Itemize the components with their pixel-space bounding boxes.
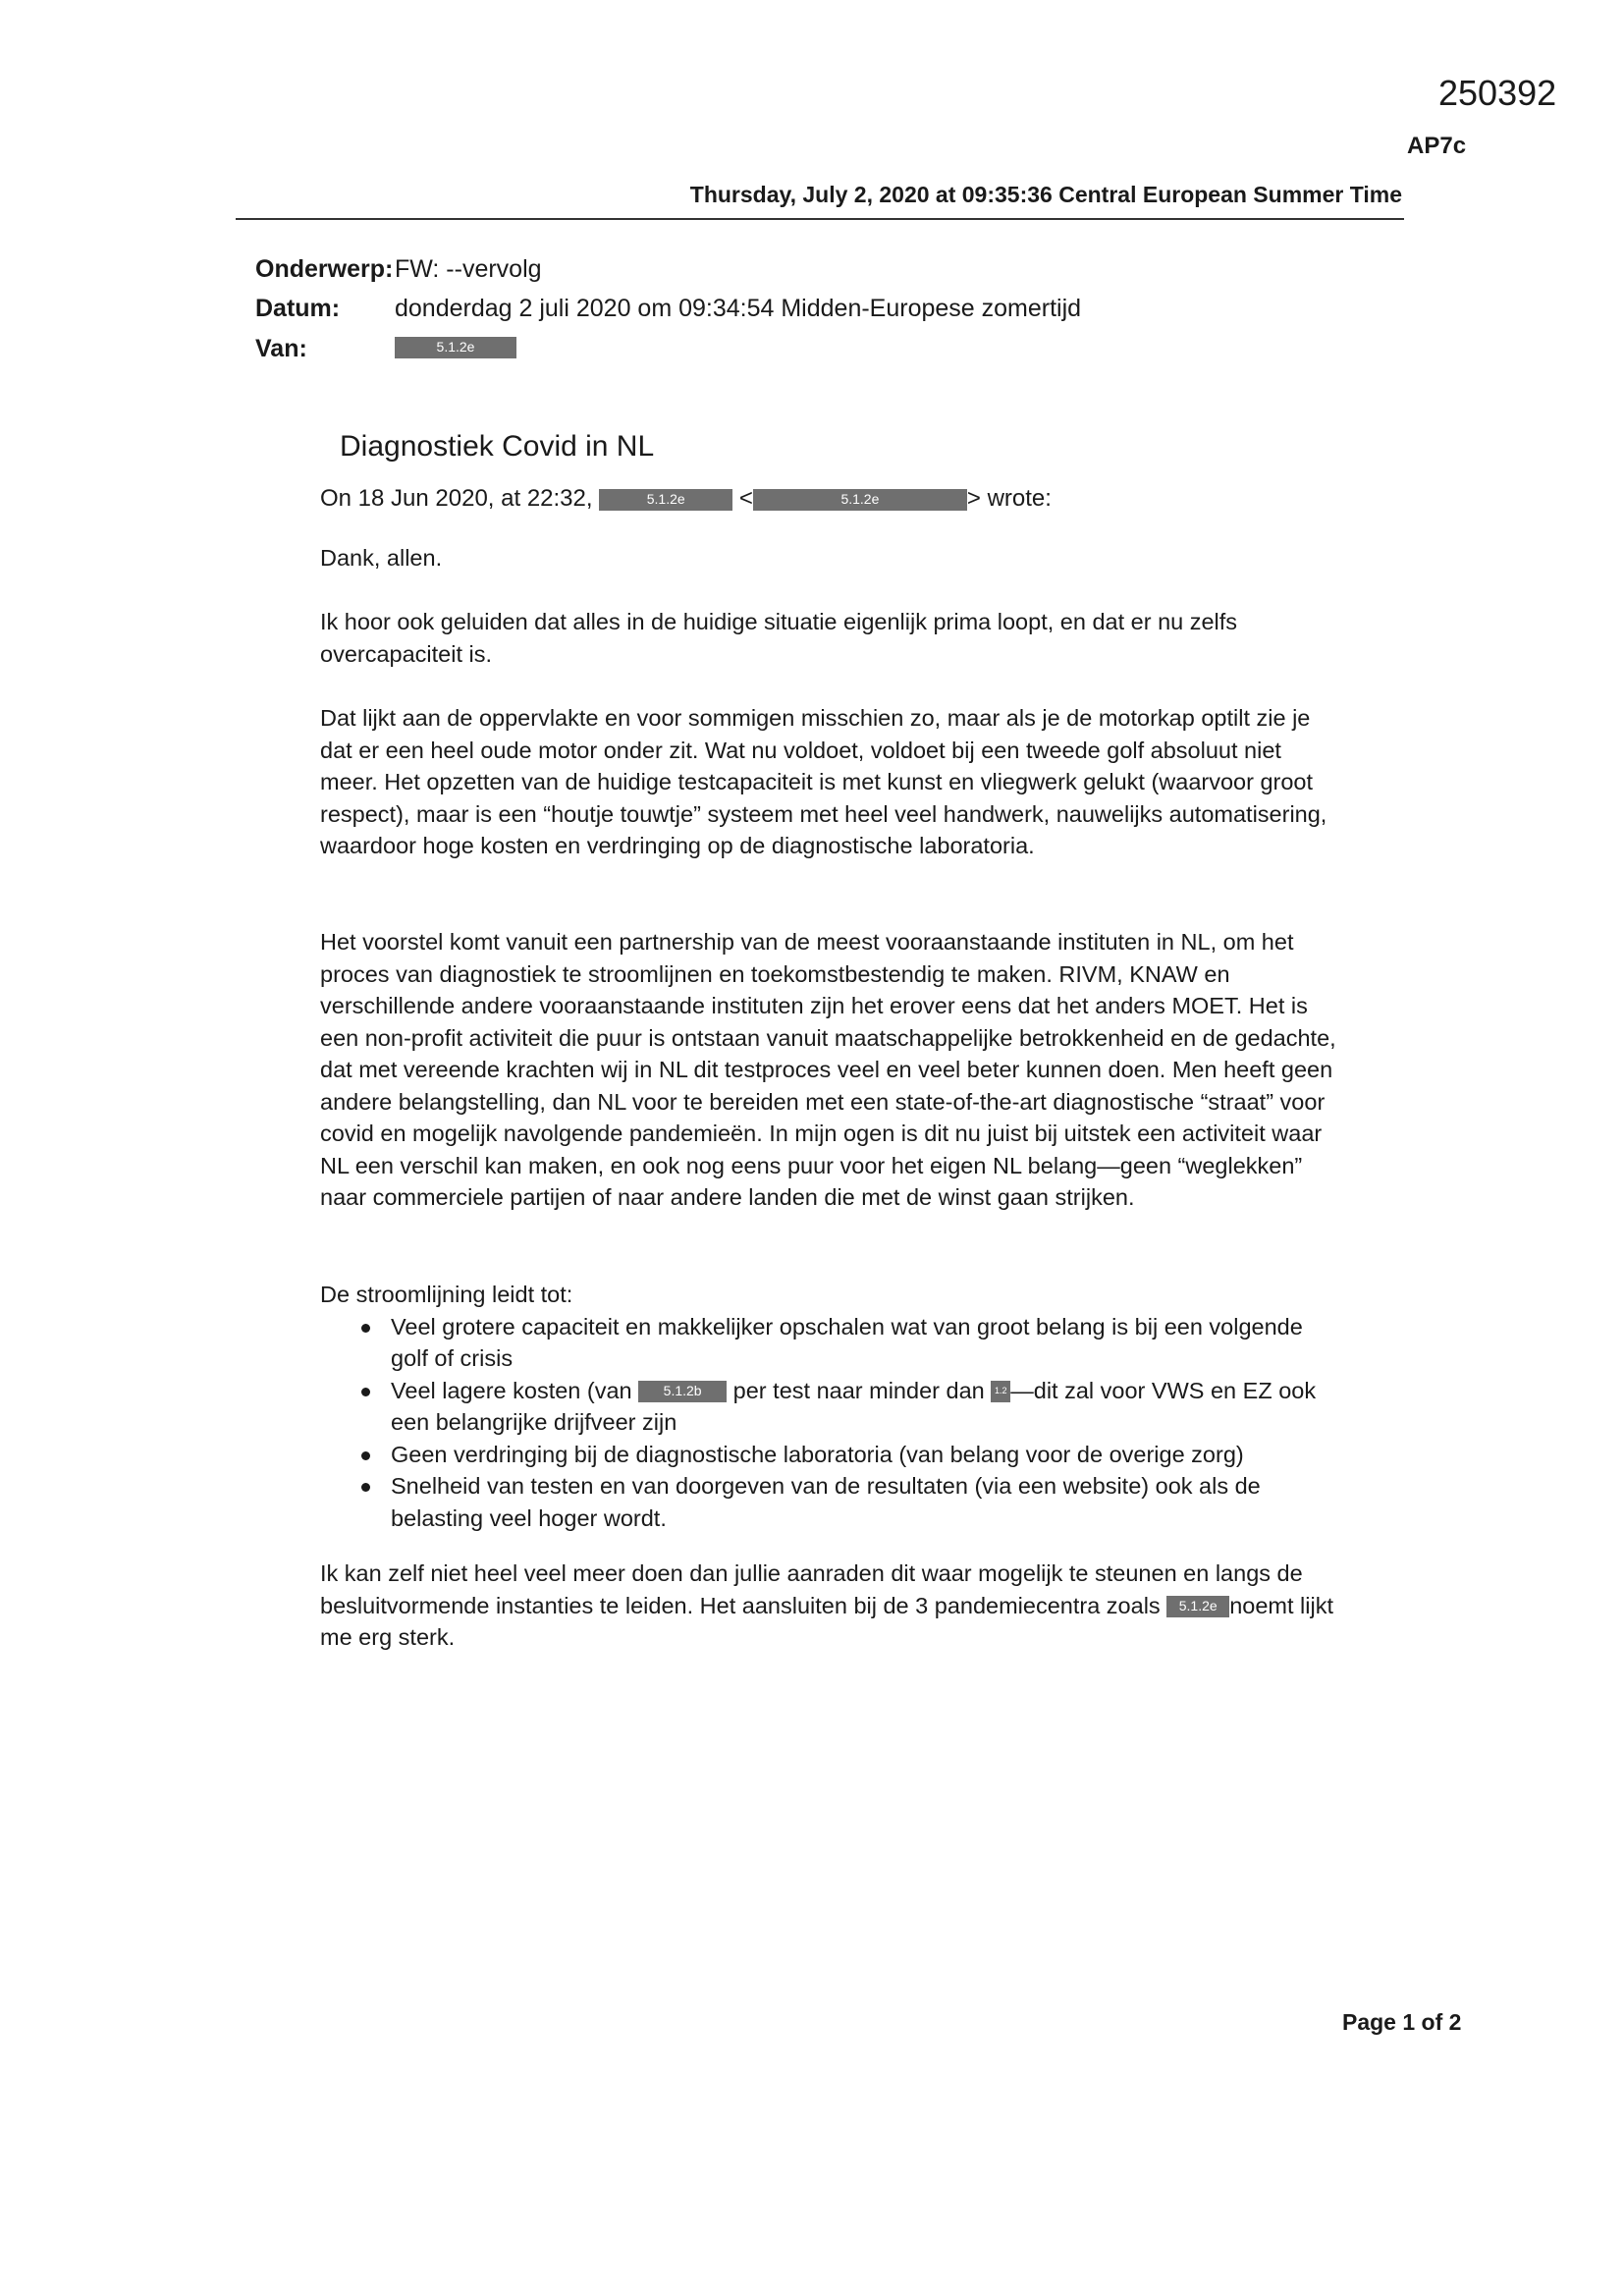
quoted-header-suffix: > wrote: [966, 485, 1052, 512]
date-value: donderdag 2 juli 2020 om 09:34:54 Midden-Europese zomertijd [395, 295, 1082, 322]
quoted-header-lt: < [738, 485, 753, 512]
page-number: Page 1 of 2 [1342, 2009, 1462, 2035]
paragraph-2: Dat lijkt aan de oppervlakte en voor sommigen misschien zo, maar als je de motorkap optilt zie je dat er een heel oude motor onder zit. Wat nu voldoet, voldoet bij een tweede golf absoluut niet meer. Het opzetten van de huidige testcapaciteit is met kunst en vliegwerk gelukt (waarvoor groot respect), maar is een “houtje touwtje” systeem met heel veel handwerk, nauwelijks automatisering, waardoor hoge kosten en verdringing op de diagnostische laboratoria. [320, 705, 1327, 858]
cost-target-redaction: 1.2 [991, 1381, 1010, 1402]
bullet-list [320, 1311, 1341, 1535]
header-divider [236, 218, 1404, 220]
bullet-costs-mid: per test naar minder dan [732, 1377, 985, 1403]
document-number: 250392 [1438, 73, 1557, 113]
list-intro: De stroomlijning leidt tot: [320, 1282, 573, 1307]
closing-end: noemt lijkt me erg sterk. [320, 1592, 1333, 1650]
header-datetime: Thursday, July 2, 2020 at 09:35:36 Central European Summer Time [689, 182, 1402, 207]
paragraph-1: Ik hoor ook geluiden dat alles in de huidige situatie eigenlijk prima loopt, en dat er nu zelfs overcapaciteit is. [320, 609, 1238, 667]
bullet-item-labs: Geen verdringing bij de diagnostische laboratoria (van belang voor de overige zorg) [320, 1439, 1341, 1471]
document-code: AP7c [1407, 133, 1467, 159]
email-subject: Diagnostiek Covid in NL [340, 430, 655, 463]
subject-value: FW: --vervolg [395, 255, 542, 283]
closing-redaction: 5.1.2e [1166, 1596, 1229, 1617]
bullet-item-capacity: Veel grotere capaciteit en makkelijker opschalen wat van groot belang is bij een volgende golf of crisis [320, 1311, 1341, 1375]
quoted-header-prefix: On 18 Jun 2020, at 22:32, [320, 485, 593, 512]
from-label: Van: [255, 335, 307, 362]
bullet-item-costs [320, 1375, 1341, 1439]
closing-text: Ik kan zelf niet heel veel meer doen dan jullie aanraden dit waar mogelijk te steunen en langs de besluitvormende instanties te leiden. Het aansluiten bij de 3 pandemiecentra zoals [320, 1560, 1303, 1618]
sender-email-redaction: 5.1.2e [753, 489, 967, 511]
paragraph-3: Het voorstel komt vanuit een partnership van de meest vooraanstaande instituten in NL, om het proces van diagnostiek te stroomlijnen en toekomstbestendig te maken. RIVM, KNAW en verschillende andere vooraanstaande instituten zijn het erover eens dat het anders MOET. Het is een non-profit activiteit die puur is ontstaan vanuit maatschappelijke betrokkenheid en de gedachte, dat met vereende krachten wij in NL dit testproces veel en veel beter kunnen doen. Men heeft geen andere belangstelling, dan NL voor te bereiden met een state-of-the-art diagnostische “straat” voor covid en mogelijk navolgende pandemieën. In mijn ogen is dit nu juist bij uitstek een activiteit waar NL een verschil kan maken, en ook nog eens puur voor het eigen NL belang—geen “weglekken” naar commerciele partijen of naar andere landen die met de winst gaan strijken. [320, 929, 1336, 1210]
greeting: Dank, allen. [320, 545, 443, 571]
cost-redaction: 5.1.2b [638, 1381, 727, 1402]
from-redaction: 5.1.2e [395, 337, 516, 358]
bullet-item-speed: Snelheid van testen en van doorgeven van de resultaten (via een website) ook als de belasting veel hoger wordt. [320, 1470, 1341, 1534]
date-label: Datum: [255, 295, 341, 322]
closing-paragraph [320, 1558, 1341, 1654]
sender-name-redaction: 5.1.2e [599, 489, 732, 511]
list-section [320, 1279, 1341, 1534]
quoted-header [320, 483, 1052, 515]
bullet-costs-pre: Veel lagere kosten (van [391, 1377, 632, 1403]
subject-label: Onderwerp: [255, 255, 394, 283]
bullet-costs-post: —dit zal voor VWS en EZ ook een belangrijke drijfveer zijn [391, 1377, 1317, 1435]
